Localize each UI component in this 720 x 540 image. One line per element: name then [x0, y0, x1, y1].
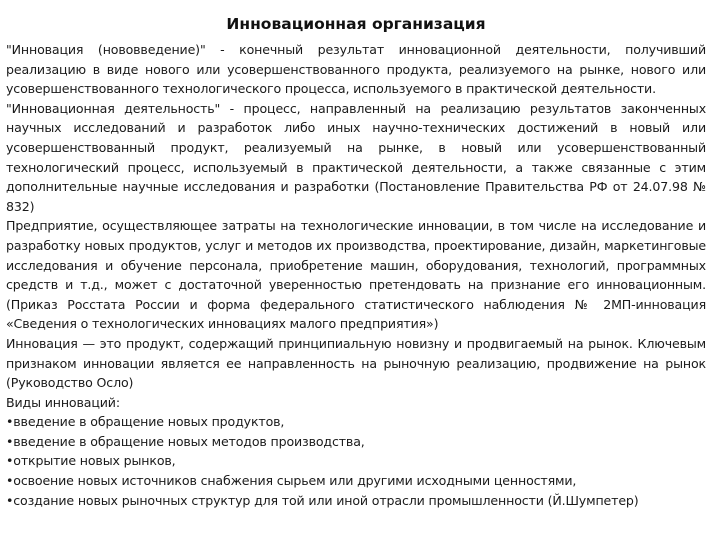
page-title: Инновационная организация — [226, 15, 486, 33]
bullet-icon: • — [6, 473, 14, 489]
paragraph-enterprise: Предприятие, осуществляющее затраты на технологические инновации, в том числе на исследование и разработку новых продуктов, услуг и методов их производства, проектирование, дизайн, маркетинговые исследования и обучение персонала, приобретение машин, оборудования, технологий, программных средств и т.д., может с достаточной уверенностью претендовать на признание его инновационным. (Приказ Росстата России и форма федерального статистического наблюдения № 2МП-инновация «Сведения о технологических инновациях малого предприятия») — [6, 218, 706, 332]
bullet-icon: • — [6, 453, 14, 469]
bullet-icon: • — [6, 433, 14, 449]
paragraph-oslo-manual: Инновация — это продукт, содержащий принципиальную новизну и продвигаемый на рынок. Ключевым признаком инновации является ее направленность на рыночную реализацию, продвижение на рынок (Руководство Осло) — [6, 335, 706, 391]
list-item-text: создание новых рыночных структур для той или иной отрасли промышленности (Й.Шумпетер) — [13, 492, 639, 508]
list-item — [6, 491, 706, 511]
paragraph-innovation-activity: "Инновационная деятельность" - процесс, направленный на реализацию результатов законченных научных исследований и разработок либо иных научно-технических достижений в новый или усовершенствованный продукт, реализуемый на рынке, в новый или усовершенствованный технологический процесс, используемый в практической деятельности, а также связанные с этим дополнительные научные исследования и разработки (Постановление Правительства РФ от 24.07.98 № 832) — [6, 100, 706, 214]
bullet-icon: • — [6, 492, 14, 508]
list-item — [6, 451, 706, 471]
list-item-text: введение в обращение новых методов производства, — [13, 433, 365, 449]
list-item-text: введение в обращение новых продуктов, — [13, 414, 285, 430]
document-body — [6, 40, 706, 510]
list-item — [6, 471, 706, 491]
list-item-text: открытие новых рынков, — [13, 453, 176, 469]
types-heading: Виды инноваций: — [6, 394, 120, 410]
list-item — [6, 432, 706, 452]
list-item — [6, 412, 706, 432]
paragraph-innovation-definition: "Инновация (нововведение)" - конечный результат инновационной деятельности, получивший реализацию в виде нового или усовершенствованного продукта, реализуемого на рынке, нового или усовершенствованного технологического процесса, используемого в практической деятельности. — [6, 42, 706, 97]
bullet-icon: • — [6, 414, 14, 430]
list-item-text: освоение новых источников снабжения сырьем или другими исходными ценностями, — [13, 473, 577, 489]
innovation-types-list — [6, 412, 706, 510]
